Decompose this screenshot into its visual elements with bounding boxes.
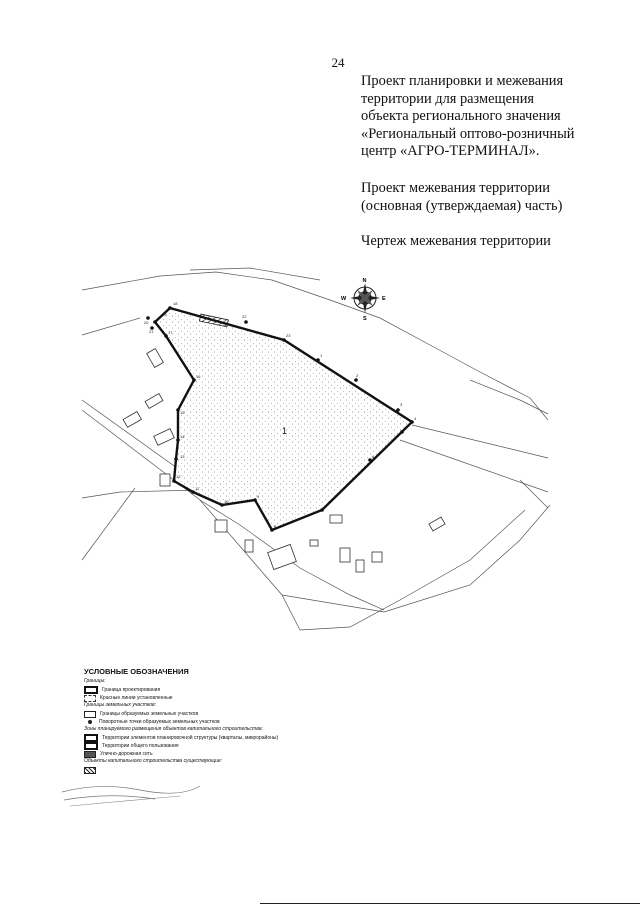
legend-row	[84, 718, 324, 726]
point-label: 11	[195, 486, 200, 491]
point-label: 17	[168, 330, 173, 335]
survey-drawing	[0, 262, 640, 662]
point-label: 8	[274, 524, 277, 529]
point-label: 22	[242, 314, 247, 319]
parcel-label: 1	[282, 426, 288, 436]
legend-heading: Зоны планируемого размещения объектов капитального строительства:	[84, 726, 263, 732]
legend-swatch	[84, 686, 98, 694]
point-label: 1	[320, 353, 323, 358]
legend-label: Поворотные точки образуемых земельных участков	[99, 718, 220, 725]
compass-e: E	[382, 296, 386, 302]
title-line: «Региональный оптово-розничный	[361, 125, 575, 142]
point-label: 23	[286, 333, 291, 338]
legend-heading: Границы земельных участков:	[84, 702, 156, 708]
legend-row	[84, 710, 324, 718]
subtitle-line: (основная (утверждаемая) часть)	[361, 197, 563, 214]
legend	[84, 668, 324, 774]
legend-heading: Объекты капитального строительства существующие:	[84, 758, 223, 764]
legend-label: Граница проектирования	[102, 686, 161, 693]
bottom-rule	[260, 903, 640, 904]
legend-label: Улично-дорожная сеть	[100, 750, 153, 757]
document-subtitle	[361, 180, 631, 215]
point-label: 20	[144, 320, 149, 325]
point-label: 4	[414, 416, 417, 421]
legend-heading: Границы:	[84, 678, 106, 684]
legend-label: Территории общего пользования	[102, 742, 179, 749]
subtitle-line: Проект межевания территории	[361, 180, 550, 196]
legend-row	[84, 686, 324, 694]
title-line: объекта регионального значения	[361, 108, 561, 125]
document-title	[361, 73, 631, 161]
title-line: территории для размещения	[361, 90, 535, 107]
legend-scribble	[60, 772, 210, 812]
legend-row	[84, 694, 324, 702]
page-number: 24	[331, 55, 345, 70]
legend-swatch	[88, 720, 92, 724]
legend-row	[84, 742, 324, 750]
legend-swatch	[84, 734, 98, 742]
point-label: 12	[176, 474, 181, 479]
point-label: 6	[372, 454, 375, 459]
compass-s: S	[363, 316, 367, 322]
point-label: 5	[404, 426, 407, 431]
legend-label: Территории элементов планировочной структуры (кварталы, микрорайоны)	[102, 734, 279, 741]
legend-swatch	[84, 751, 96, 758]
point-label: 15	[180, 410, 185, 415]
legend-title: УСЛОВНЫЕ ОБОЗНАЧЕНИЯ	[84, 667, 189, 676]
point-label: 19	[162, 312, 167, 317]
point-label: 2	[356, 373, 359, 378]
point-label: 10	[224, 499, 229, 504]
legend-swatch	[84, 711, 96, 718]
legend-label: Красные линии установленные	[100, 694, 173, 701]
point-label: 7	[324, 504, 327, 509]
title-line: Проект планировки и межевания	[361, 73, 564, 89]
legend-label: Границы образуемых земельных участков	[100, 710, 199, 717]
compass-w: W	[341, 296, 347, 302]
legend-swatch	[84, 742, 98, 750]
compass-icon	[341, 278, 386, 322]
point-label: 16	[196, 374, 201, 379]
title-line: центр «АГРО-ТЕРМИНАЛ».	[361, 143, 540, 160]
compass-n: N	[362, 278, 367, 284]
point-label: 3	[400, 402, 403, 407]
point-label: 18	[173, 301, 178, 306]
legend-row	[84, 750, 324, 758]
legend-row	[84, 734, 324, 742]
point-label: 9	[257, 494, 260, 499]
point-label: 14	[180, 434, 185, 439]
legend-swatch	[84, 695, 96, 702]
point-label: 21	[149, 329, 154, 334]
point-label: 13	[180, 454, 185, 459]
drawing-title: Чертеж межевания территории	[361, 233, 551, 249]
